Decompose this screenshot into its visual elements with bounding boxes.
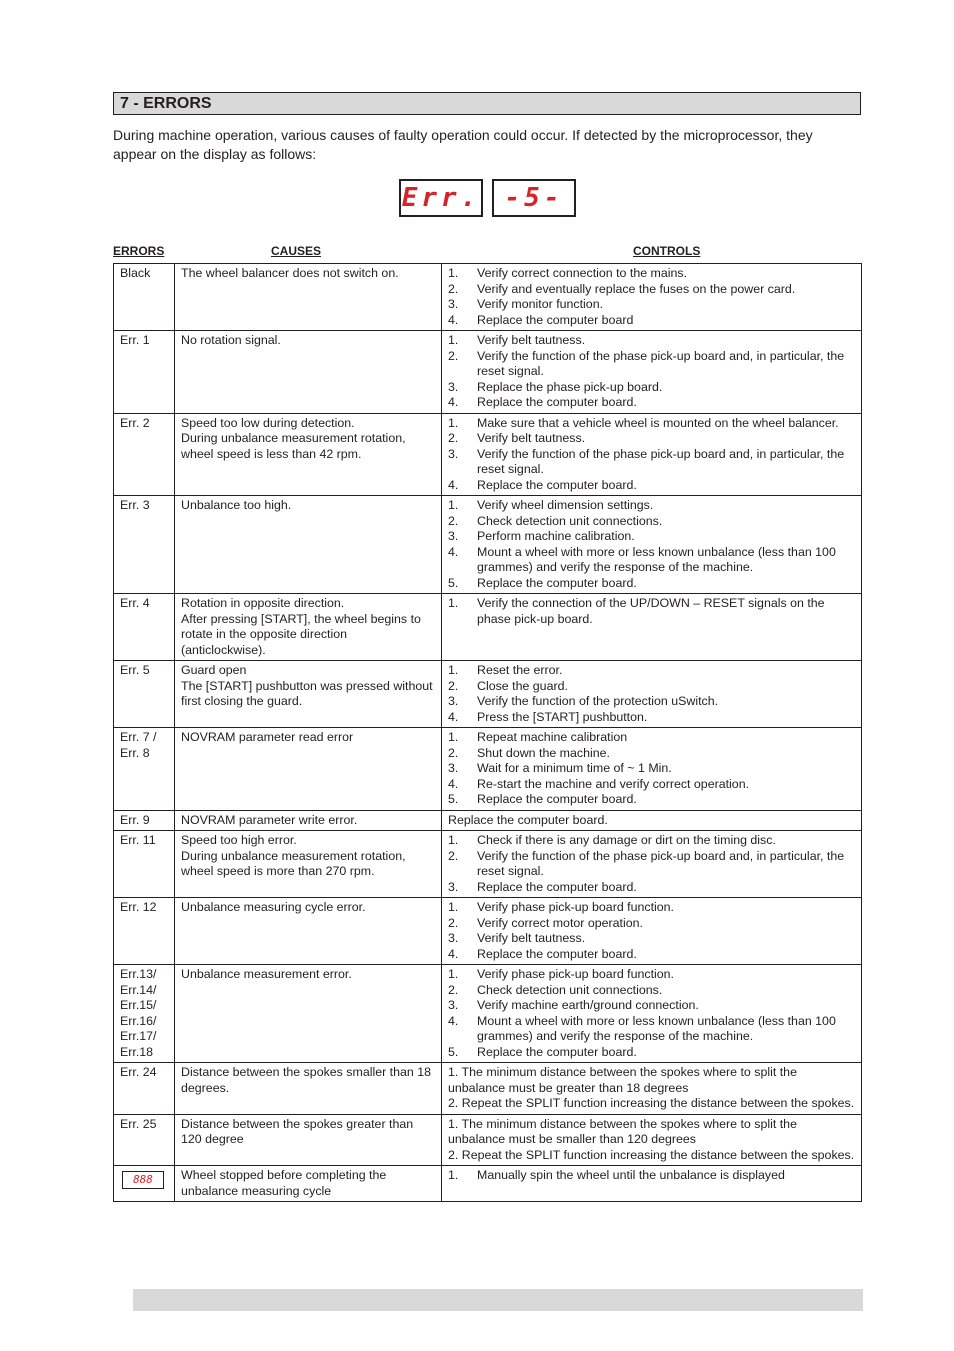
- cause-cell: Wheel stopped before completing the unbalance measuring cycle: [175, 1166, 442, 1202]
- control-step: 5. Replace the computer board.: [448, 575, 637, 590]
- control-step: 4. Replace the computer board.: [448, 395, 637, 409]
- section-header: [113, 92, 861, 115]
- control-step: 1. Make sure that a vehicle wheel is mounted on the wheel balancer.: [448, 415, 839, 430]
- control-step: 1. Verify phase pick-up board function.: [448, 967, 674, 981]
- control-step: 5. Replace the computer board.: [448, 792, 637, 806]
- control-step: 3. Verify monitor function.: [448, 297, 604, 311]
- cause-cell: Unbalance too high.: [175, 496, 442, 594]
- control-step: 1. Check if there is any damage or dirt on the timing disc.: [448, 833, 776, 847]
- control-step: 1. Reset the error.: [448, 663, 563, 677]
- table-row: [114, 810, 862, 831]
- error-display-left: Err.: [399, 179, 483, 217]
- controls-cell: [442, 661, 862, 728]
- causes-heading: CAUSES: [271, 244, 322, 258]
- error-code-cell: Err. 25: [114, 1114, 175, 1166]
- controls-cell: [442, 898, 862, 965]
- controls-cell: [442, 264, 862, 331]
- error-code-cell: Err. 4: [114, 594, 175, 661]
- controls-cell: [442, 413, 862, 496]
- table-row: [114, 331, 862, 414]
- controls-cell: [442, 728, 862, 811]
- table-row: [114, 1166, 862, 1202]
- error-code-cell: Err. 1: [114, 331, 175, 414]
- column-headings: [113, 244, 861, 260]
- intro-paragraph: During machine operation, various causes of faulty operation could occur. If detected by the microprocessor, they appear on the display as follows:: [113, 127, 813, 162]
- controls-cell: Replace the computer board.: [442, 810, 862, 831]
- errors-heading: ERRORS: [113, 244, 165, 258]
- control-step: 4. Replace the computer board: [448, 312, 634, 327]
- control-step: 1. Verify belt tautness.: [448, 333, 586, 347]
- table-row: [114, 496, 862, 594]
- controls-cell: 1. The minimum distance between the spokes where to split the unbalance must be greater than 18 degrees 2. Repeat the SPLIT function increasing the distance between the spokes.: [442, 1063, 862, 1115]
- cause-cell: NOVRAM parameter read error: [175, 728, 442, 811]
- cause-cell: Distance between the spokes smaller than 18 degrees.: [175, 1063, 442, 1115]
- control-step: 3. Verify machine earth/ground connection.: [448, 998, 699, 1012]
- control-step: 1. Verify phase pick-up board function.: [448, 900, 674, 914]
- error-code-cell: Err. 5: [114, 661, 175, 728]
- control-step: 5. Replace the computer board.: [448, 1044, 637, 1059]
- error-code-cell: Err. 2: [114, 413, 175, 496]
- table-row: [114, 728, 862, 811]
- control-step: 4. Re-start the machine and verify correct operation.: [448, 776, 750, 791]
- footer-bar: [133, 1289, 863, 1311]
- error-code-cell: Err. 12: [114, 898, 175, 965]
- table-row: [114, 1114, 862, 1166]
- control-step: 3. Verify the function of the phase pick-up board and, in particular, the reset signal.: [448, 446, 845, 476]
- control-step: 1. Verify correct connection to the mains.: [448, 266, 688, 280]
- cause-cell: Guard open The [START] pushbutton was pressed without first closing the guard.: [175, 661, 442, 728]
- table-row: [114, 594, 862, 661]
- control-step: 2. Verify the function of the phase pick-up board and, in particular, the reset signal.: [448, 348, 845, 378]
- control-step: 3. Verify the function of the protection uSwitch.: [448, 694, 719, 708]
- control-step: 3. Wait for a minimum time of ~ 1 Min.: [448, 761, 672, 775]
- error-code-cell: Black: [114, 264, 175, 331]
- error-code-cell: Err. 9: [114, 810, 175, 831]
- control-step: 2. Shut down the machine.: [448, 745, 610, 760]
- table-row: [114, 413, 862, 496]
- control-step: 2. Verify and eventually replace the fuses on the power card.: [448, 281, 796, 296]
- error-code-cell: Err.13/ Err.14/ Err.15/ Err.16/ Err.17/ Err.18: [114, 965, 175, 1063]
- table-row: [114, 898, 862, 965]
- cause-cell: Distance between the spokes greater than 120 degree: [175, 1114, 442, 1166]
- error-code-cell: [114, 1166, 175, 1202]
- control-step: 2. Verify the function of the phase pick-up board and, in particular, the reset signal.: [448, 848, 845, 878]
- error-code-cell: Err. 24: [114, 1063, 175, 1115]
- control-step: 3. Replace the computer board.: [448, 879, 637, 894]
- cause-cell: Unbalance measuring cycle error.: [175, 898, 442, 965]
- controls-cell: [442, 496, 862, 594]
- cause-cell: The wheel balancer does not switch on.: [175, 264, 442, 331]
- table-row: [114, 965, 862, 1063]
- error-code-cell: Err. 3: [114, 496, 175, 594]
- table-row: [114, 661, 862, 728]
- errors-table: [113, 263, 862, 1202]
- error-code-cell: Err. 11: [114, 831, 175, 898]
- cause-cell: No rotation signal.: [175, 331, 442, 414]
- control-step: 1. Repeat machine calibration: [448, 730, 628, 744]
- error-code-cell: Err. 7 / Err. 8: [114, 728, 175, 811]
- control-step: 4. Replace the computer board.: [448, 477, 637, 492]
- control-step: 4. Press the [START] pushbutton.: [448, 709, 648, 724]
- table-row: [114, 1063, 862, 1115]
- control-step: 2. Verify correct motor operation.: [448, 915, 643, 930]
- cause-cell: Speed too high error. During unbalance measurement rotation, wheel speed is more than 270 rpm.: [175, 831, 442, 898]
- control-step: 3. Replace the phase pick-up board.: [448, 379, 663, 394]
- control-step: 2. Verify belt tautness.: [448, 431, 586, 445]
- cause-cell: NOVRAM parameter write error.: [175, 810, 442, 831]
- cause-cell: Rotation in opposite direction. After pressing [START], the wheel begins to rotate in the opposite direction (anticlockwise).: [175, 594, 442, 661]
- section-title: 7 - ERRORS: [120, 95, 212, 112]
- control-step: 1. Verify wheel dimension settings.: [448, 498, 654, 512]
- controls-cell: [442, 1166, 862, 1202]
- table-row: [114, 264, 862, 331]
- cause-cell: Speed too low during detection. During unbalance measurement rotation, wheel speed is less than 42 rpm.: [175, 413, 442, 496]
- control-step: 2. Close the guard.: [448, 678, 568, 693]
- control-step: 1. Verify the connection of the UP/DOWN – RESET signals on the phase pick-up board.: [448, 596, 825, 626]
- control-step: 3. Verify belt tautness.: [448, 931, 586, 945]
- controls-heading: CONTROLS: [633, 244, 701, 258]
- control-step: 1. Manually spin the wheel until the unbalance is displayed: [448, 1168, 785, 1182]
- control-step: 3. Perform machine calibration.: [448, 529, 635, 543]
- control-step: 4. Replace the computer board.: [448, 946, 637, 961]
- controls-cell: 1. The minimum distance between the spokes where to split the unbalance must be smaller than 120 degrees 2. Repeat the SPLIT function increasing the distance between the spokes.: [442, 1114, 862, 1166]
- control-step: 2. Check detection unit connections.: [448, 982, 663, 997]
- control-step: 2. Check detection unit connections.: [448, 513, 663, 528]
- table-row: [114, 831, 862, 898]
- display-icon: 888: [122, 1171, 164, 1189]
- controls-cell: [442, 965, 862, 1063]
- controls-cell: [442, 594, 862, 661]
- cause-cell: Unbalance measurement error.: [175, 965, 442, 1063]
- control-step: 4. Mount a wheel with more or less known unbalance (less than 100 grammes) and verify the response of the machine.: [448, 544, 836, 574]
- controls-cell: [442, 331, 862, 414]
- error-display-right: -5-: [492, 179, 576, 217]
- controls-cell: [442, 831, 862, 898]
- control-step: 4. Mount a wheel with more or less known unbalance (less than 100 grammes) and verify the response of the machine.: [448, 1013, 836, 1043]
